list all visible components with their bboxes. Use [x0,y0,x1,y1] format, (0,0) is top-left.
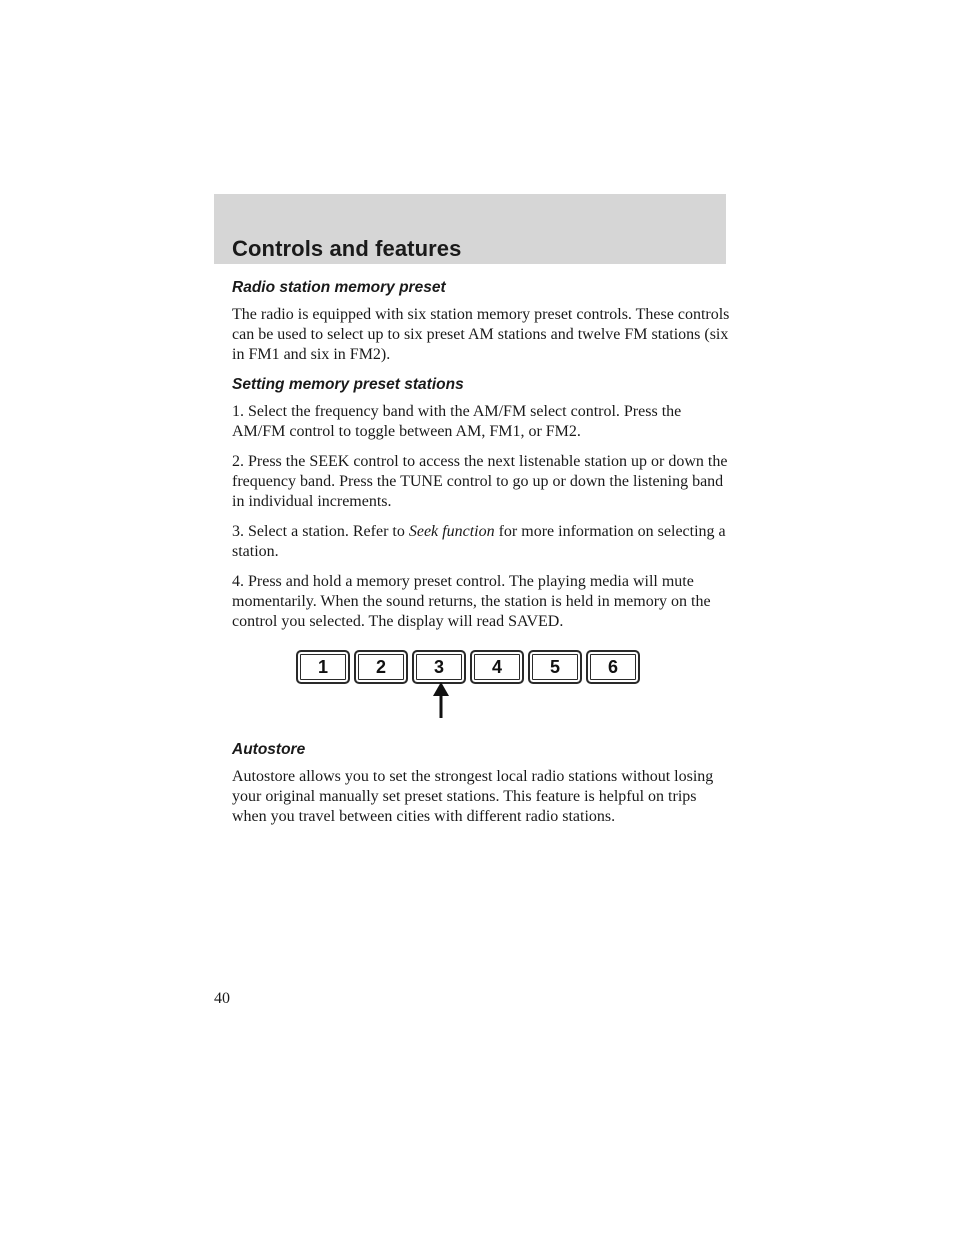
paragraph-autostore: Autostore allows you to set the strongest local radio stations without losing your original manually set preset stations. This feature is helpful on trips when you travel between cities with different radio stations. [232,768,714,825]
step-2: 2. Press the SEEK control to access the next listenable station up or down the frequency band. Press the TUNE control to go up or down the listening band in individual increments. [232,453,728,510]
preset-button-2: 2 [354,650,408,684]
step-1: 1. Select the frequency band with the AM/FM select control. Press the AM/FM control to toggle between AM, FM1, or FM2. [232,403,682,440]
step-4: 4. Press and hold a memory preset control. The playing media will mute momentarily. When the sound returns, the station is held in memory on the control you selected. The display will read SAVED. [232,573,711,630]
section-header-band [214,194,726,264]
preset-buttons-figure [232,642,732,736]
preset-button-1: 1 [296,650,350,684]
preset-button-5: 5 [528,650,582,684]
preset-button-6: 6 [586,650,640,684]
paragraph-radio-preset: The radio is equipped with six station memory preset controls. These controls can be used to select up to six preset AM stations and twelve FM stations (six in FM1 and six in FM2). [232,306,730,363]
heading-setting-presets: Setting memory preset stations [232,376,464,393]
step-3-text-after: for more information on selecting a station. [232,523,726,560]
preset-button-strip [296,650,644,684]
page-number: 40 [214,990,230,1007]
section-title: Controls and features [232,236,462,261]
preset-button-4: 4 [470,650,524,684]
page-content [232,278,732,837]
seek-function-reference: Seek function [408,523,495,540]
step-3 [232,522,732,562]
heading-radio-preset: Radio station memory preset [232,279,446,296]
heading-autostore: Autostore [232,741,306,758]
step-3-text-before: 3. Select a station. Refer to [232,523,409,540]
preset-button-3: 3 [412,650,466,684]
arrow-up-icon [432,682,450,718]
